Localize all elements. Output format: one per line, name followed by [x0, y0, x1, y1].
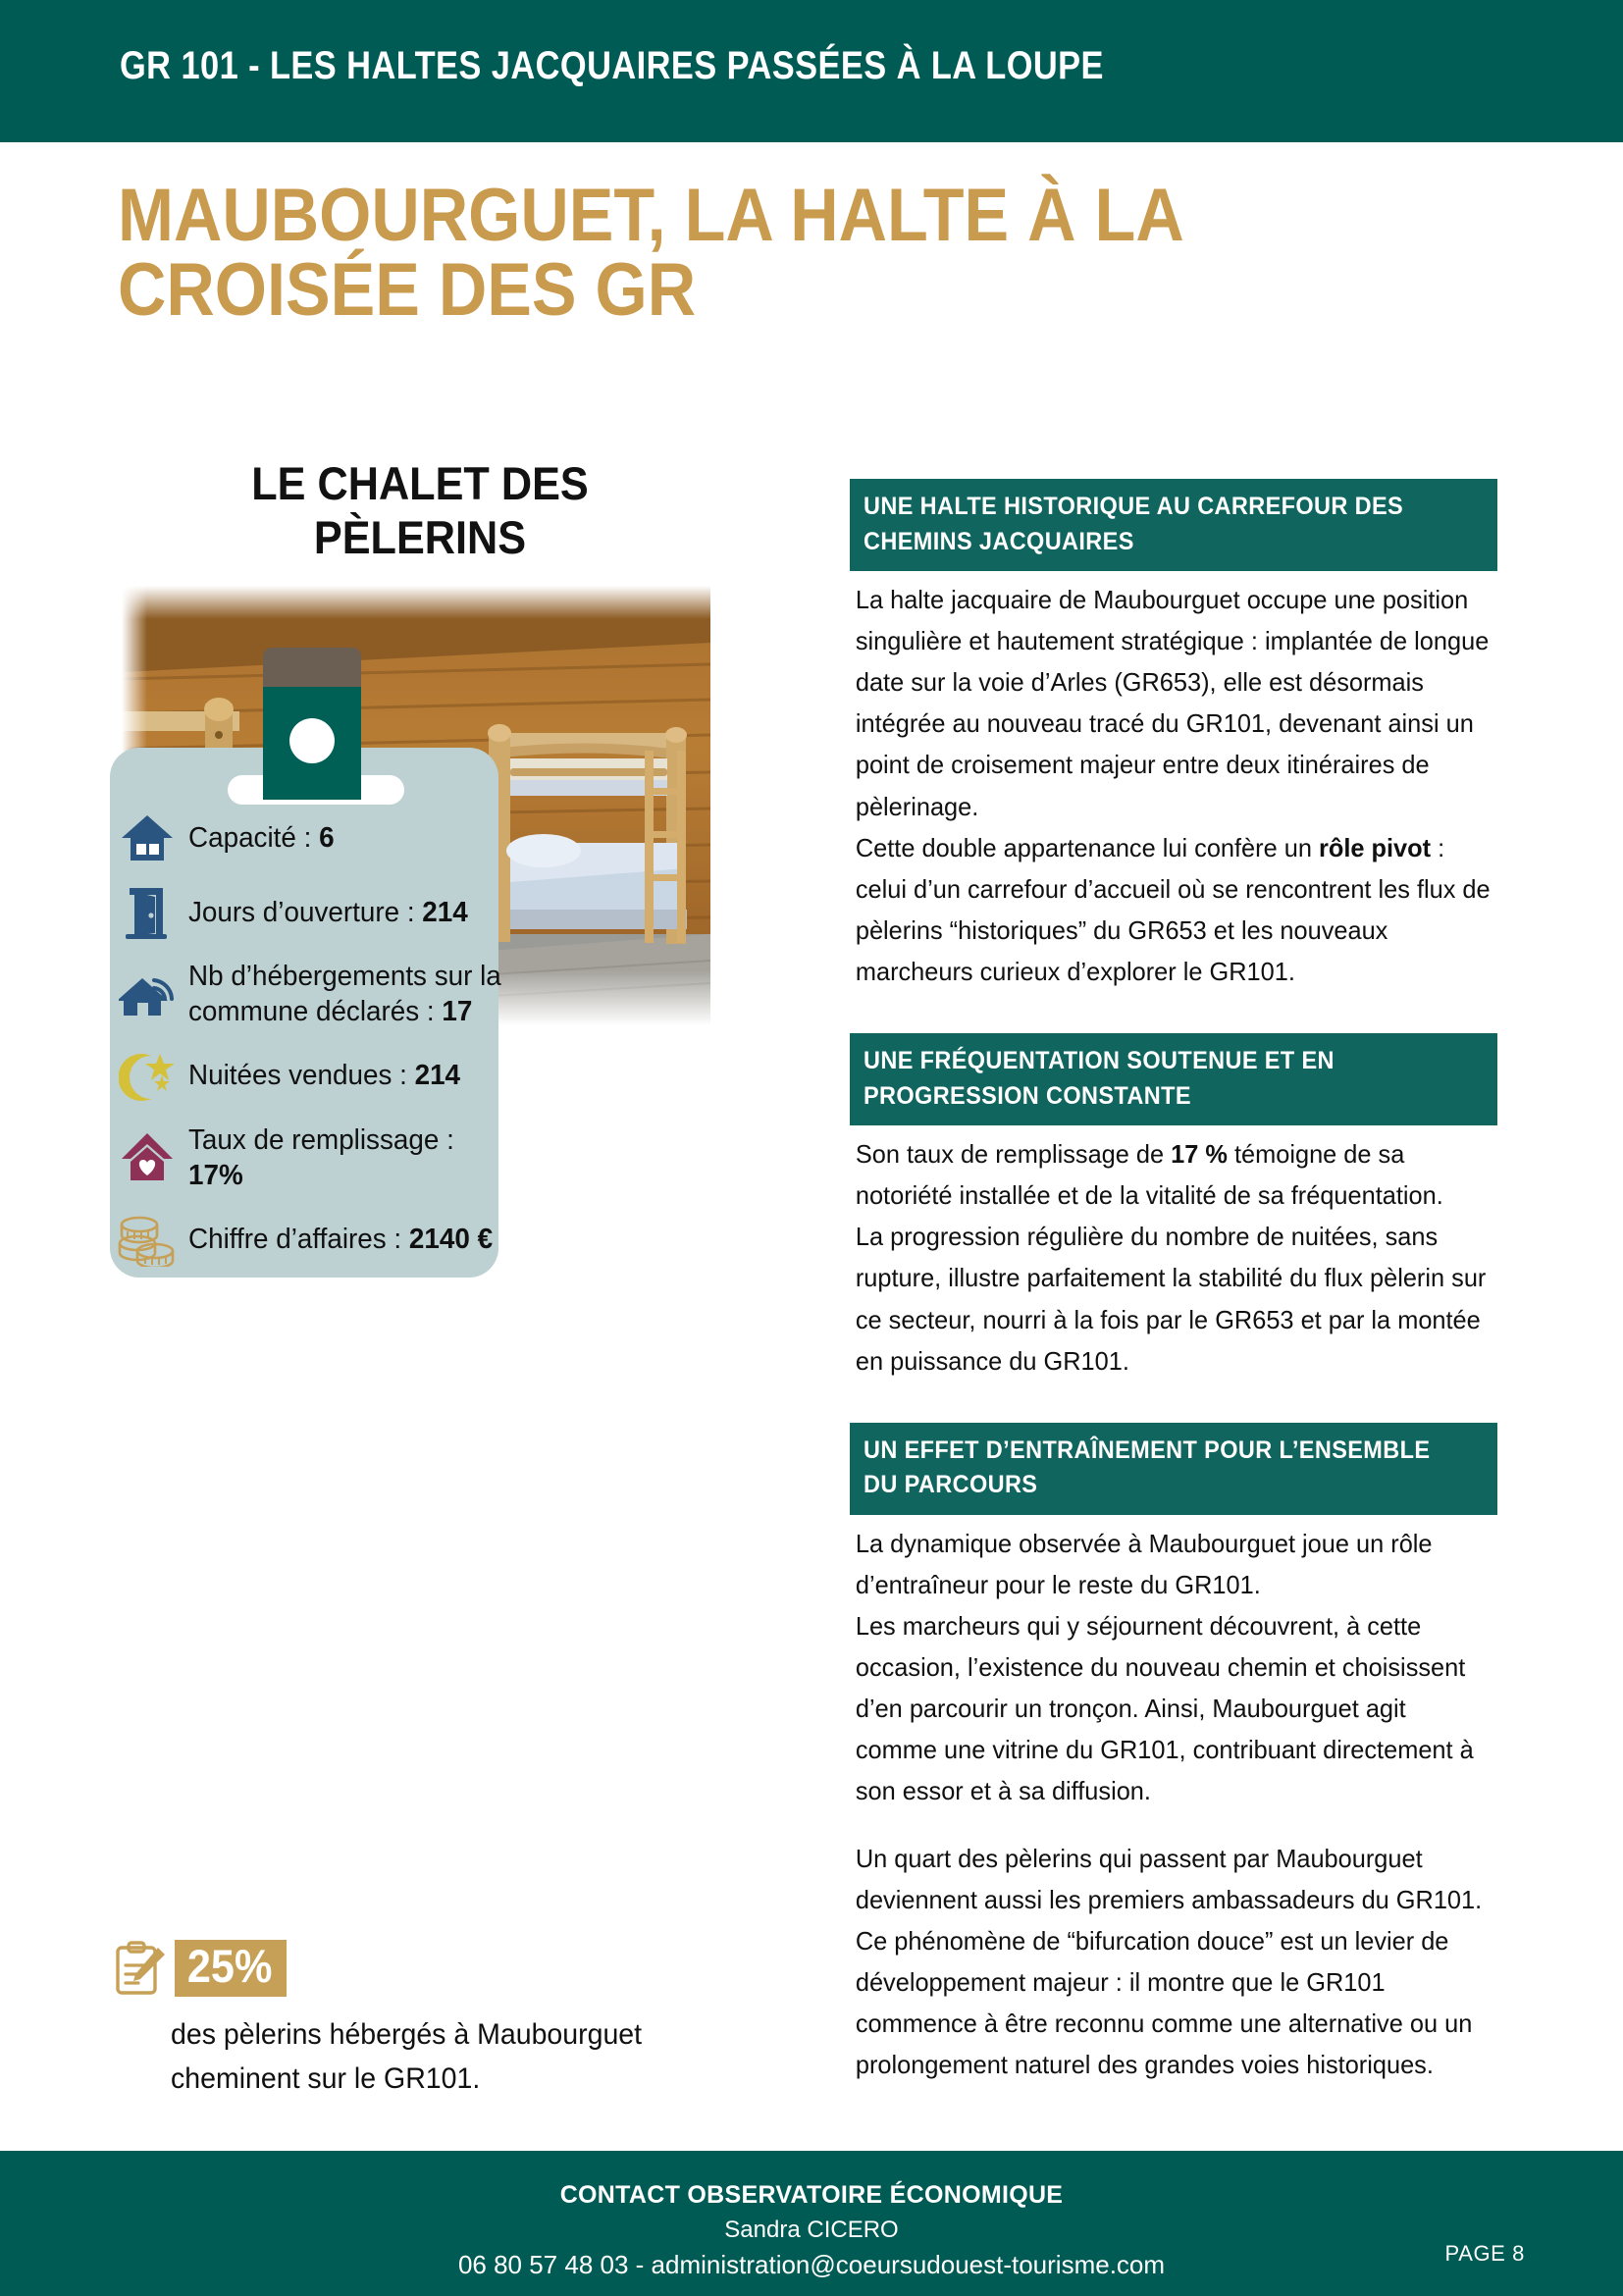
stat-row [116, 1122, 528, 1194]
stat-hebergements [188, 959, 514, 1030]
stat-label: Capacité : [188, 821, 320, 854]
bookmark-badge-icon [263, 648, 361, 800]
moon-star-icon [116, 1048, 179, 1105]
percentage-callout [110, 1938, 718, 2101]
section-heading-3: UN EFFET D’ENTRAÎNEMENT POUR L’ENSEMBLE DU PARCOURS [850, 1423, 1497, 1515]
badge-top-cap [263, 648, 361, 689]
house-icon [116, 809, 179, 866]
stat-chiffre-affaires [188, 1222, 493, 1257]
stat-label: Nb d’hébergements sur la commune déclarés : [188, 961, 501, 1028]
callout-text: des pèlerins hébergés à Maubourguet cheminent sur le GR101. [171, 2018, 643, 2095]
paragraph: Un quart des pèlerins qui passent par Maubourguet deviennent aussi les premiers ambassadeurs du GR101. Ce phénomène de “bifurcation douce” est un levier de développement majeur : il montre que le GR101 commence à être reconnu comme une alternative ou un prolongement naturel des grandes voies historiques. [855, 1843, 1483, 2080]
stat-value: 2140 € [408, 1223, 494, 1255]
banner-title: GR 101 - LES HALTES JACQUAIRES PASSÉES À LA LOUPE [120, 44, 1104, 87]
footer-title: CONTACT OBSERVATOIRE ÉCONOMIQUE [559, 2181, 1064, 2209]
stat-nuitees [188, 1058, 460, 1093]
stat-capacite [188, 820, 335, 856]
coins-icon [116, 1211, 179, 1268]
stat-value: 214 [422, 896, 468, 928]
paragraph: La halte jacquaire de Maubourguet occupe une position singulière et hautement stratégique : implantée de longue date sur la voie d’Arles (GR653), elle est désormais intégrée au nouveau tracé du GR101, devenant ainsi un point de croisement majeur entre deux itinéraires de pèlerinage. [855, 585, 1490, 821]
callout-head [110, 1938, 718, 1999]
paragraph: Les marcheurs qui y séjournent découvrent, à cette occasion, l’existence du nouveau chemin et choisissent d’en parcourir un tronçon. Ainsi, Maubourguet agit comme une vitrine du GR101, contribuant directement à son essor et à sa diffusion. [855, 1610, 1474, 1806]
stat-jours-ouverture [188, 895, 468, 930]
paragraph: La progression régulière du nombre de nuitées, sans rupture, illustre parfaitement la stabilité du flux pèlerin sur ce secteur, nourri à la fois par le GR653 et par la montée en puissance du GR101. [855, 1222, 1487, 1376]
stat-row [116, 809, 528, 866]
spacer [850, 992, 1497, 1033]
section-heading-2: UNE FRÉQUENTATION SOUTENUE ET EN PROGRESSION CONSTANTE [850, 1033, 1497, 1125]
stat-label: Jours d’ouverture : [188, 896, 423, 928]
page-number: PAGE 8 [1444, 2241, 1525, 2266]
stat-value: 214 [414, 1060, 461, 1092]
page-title: MAUBOURGUET, LA HALTE À LA CROISÉE DES GR [118, 174, 1182, 332]
stat-row [116, 884, 528, 941]
paragraph: Son taux de remplissage de 17 % témoigne de sa notoriété installée et de la vitalité de sa fréquentation. [855, 1139, 1443, 1211]
door-open-icon [116, 884, 179, 941]
footer-contact-block [0, 2178, 1623, 2282]
stat-value: 6 [319, 821, 335, 854]
section-body-2 [850, 1125, 1491, 1382]
stat-row [116, 1211, 528, 1268]
section-body-3 [850, 1515, 1491, 2085]
stat-label: Taux de remplissage : [188, 1123, 454, 1156]
stat-value: 17% [188, 1159, 243, 1191]
badge-circle [289, 718, 335, 763]
section-heading-1: UNE HALTE HISTORIQUE AU CARREFOUR DES CHEMINS JACQUAIRES [850, 479, 1497, 571]
footer-contact-details: 06 80 57 48 03 - administration@coeursudouest-tourisme.com [457, 2249, 1166, 2279]
percentage-badge: 25% [175, 1940, 287, 1998]
section-body-1 [850, 571, 1491, 992]
stats-list [116, 809, 528, 1285]
spacer [856, 1812, 1491, 1838]
stat-value: 17 [442, 996, 473, 1028]
stat-taux-remplissage [188, 1122, 514, 1194]
photo-heading: LE CHALET DES PÈLERINS [251, 457, 589, 563]
paragraph: Cette double appartenance lui confère un rôle pivot : celui d’un carrefour d’accueil où se rencontrent les flux de pèlerins “historiques” du GR653 et les nouveaux marcheurs curieux d’explorer le GR101. [855, 832, 1491, 986]
stat-row [116, 959, 528, 1030]
stat-label: Chiffre d’affaires : [188, 1223, 409, 1255]
footer-contact-name: Sandra CICERO [724, 2216, 899, 2243]
stat-row [116, 1048, 528, 1105]
clipboard-pencil-icon [110, 1938, 171, 1999]
house-signal-icon [116, 965, 179, 1022]
right-column [850, 479, 1497, 2085]
house-heart-icon [116, 1129, 179, 1186]
spacer [850, 1382, 1497, 1423]
top-banner [0, 0, 1623, 142]
footer [0, 2151, 1623, 2296]
paragraph: La dynamique observée à Maubourguet joue un rôle d’entraîneur pour le reste du GR101. [855, 1528, 1433, 1599]
stat-label: Nuitées vendues : [188, 1060, 415, 1092]
